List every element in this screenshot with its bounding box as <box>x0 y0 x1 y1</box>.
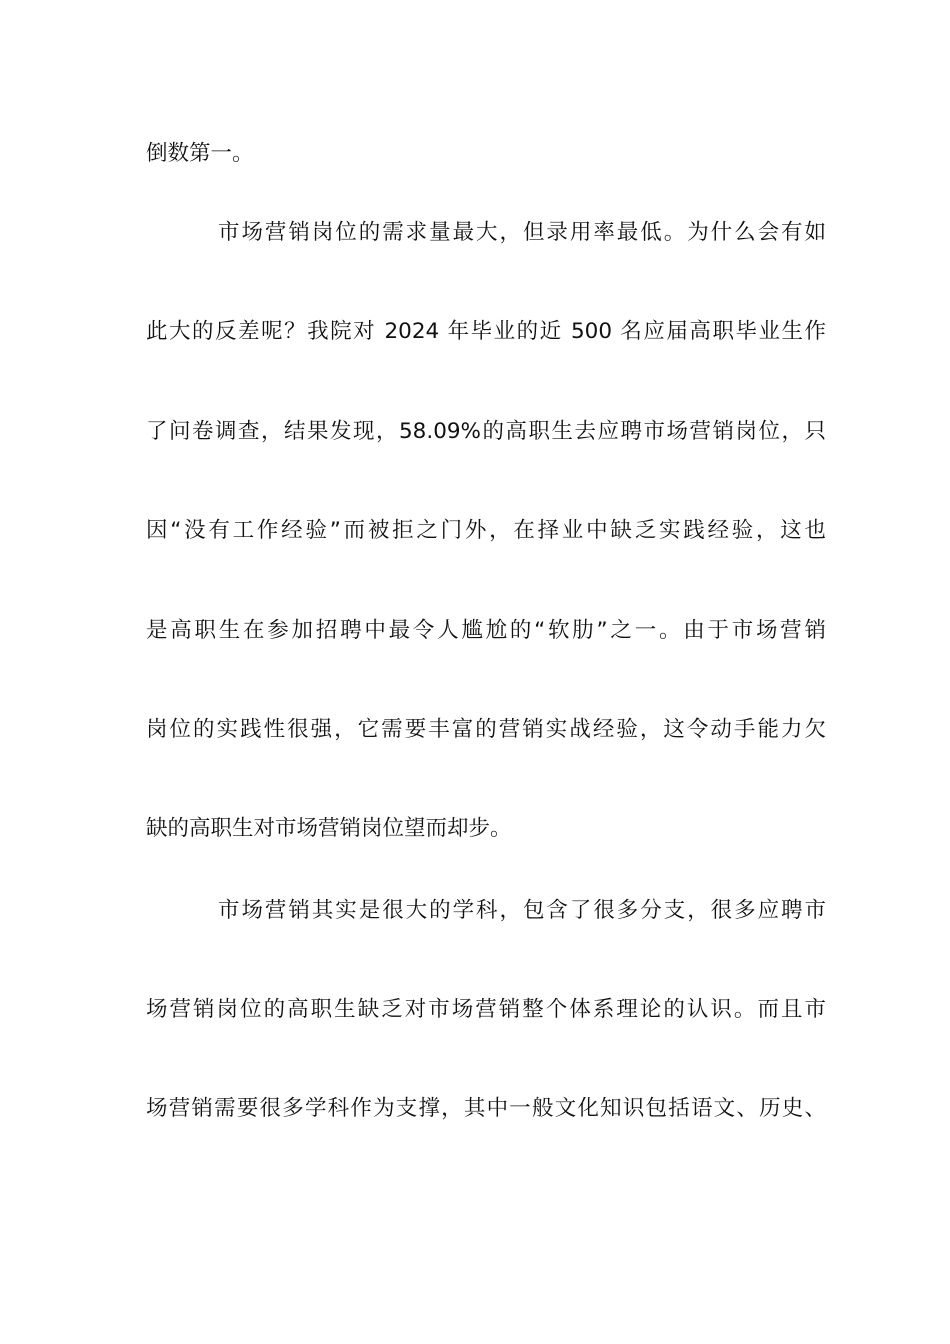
paragraph-line: 市场营销岗位的需求量最大，但录用率最低。为什么会有如 <box>218 220 826 245</box>
paragraph-line: 场营销需要很多学科作为支撑，其中一般文化知识包括语文、历史、 <box>146 1096 826 1121</box>
paragraph-line: 场营销岗位的高职生缺乏对市场营销整个体系理论的认识。而且市 <box>146 997 826 1022</box>
paragraph-line: 岗位的实践性很强，它需要丰富的营销实战经验，这令动手能力欠 <box>146 717 826 742</box>
paragraph-line: 缺的高职生对市场营销岗位望而却步。 <box>146 816 512 841</box>
paragraph-line: 倒数第一。 <box>146 141 254 166</box>
paragraph-line: 此大的反差呢？我院对 2024 年毕业的近 500 名应届高职毕业生作 <box>146 319 826 344</box>
paragraph-line: 市场营销其实是很大的学科，包含了很多分支，很多应聘市 <box>218 898 826 923</box>
paragraph-line: 了问卷调查，结果发现，58.09%的高职生去应聘市场营销岗位，只 <box>146 419 826 444</box>
paragraph-line: 是高职生在参加招聘中最令人尴尬的“软肋”之一。由于市场营销 <box>146 618 826 643</box>
paragraph-line: 因“没有工作经验”而被拒之门外，在择业中缺乏实践经验，这也 <box>146 518 826 543</box>
